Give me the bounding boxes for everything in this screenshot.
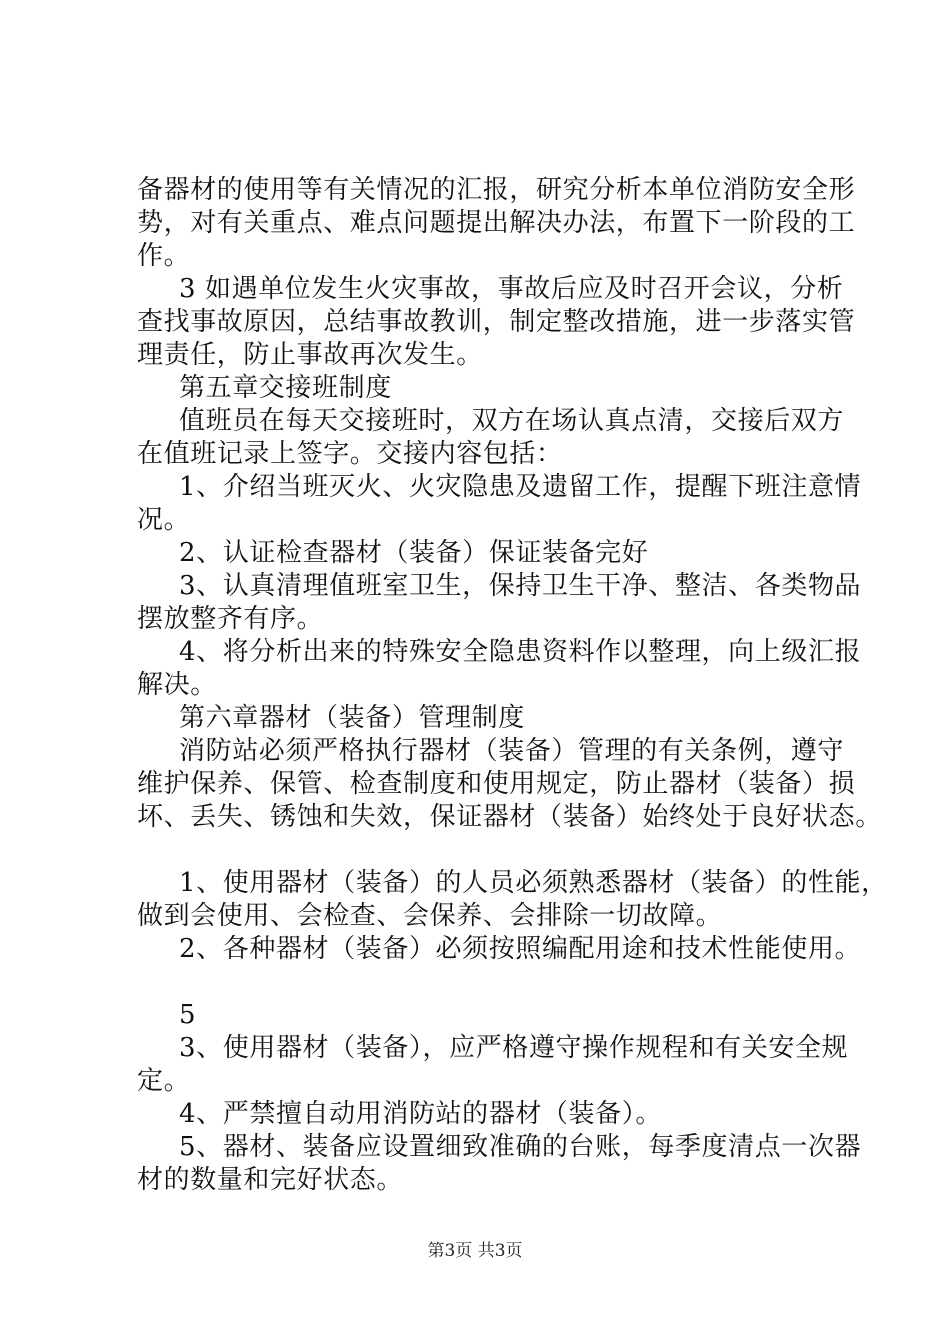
text-line: 在值班记录上签字。交接内容包括： — [137, 439, 563, 469]
text-line: 3 如遇单位发生火灾事故，事故后应及时召开会议，分析 — [179, 274, 844, 304]
text-line: 5 — [179, 1000, 197, 1030]
text-line: 1、介绍当班灭火、火灾隐患及遗留工作，提醒下班注意情 — [179, 472, 862, 502]
text-line: 值班员在每天交接班时，双方在场认真点清，交接后双方 — [179, 406, 845, 436]
blank-line — [137, 966, 837, 999]
text-line: 4、严禁擅自动用消防站的器材（装备）。 — [179, 1099, 662, 1129]
text-line: 2、认证检查器材（装备）保证装备完好 — [179, 538, 649, 568]
text-line: 第五章交接班制度 — [179, 373, 392, 403]
text-line: 消防站必须严格执行器材（装备）管理的有关条例，遵守 — [179, 736, 845, 766]
text-line: 1、使用器材（装备）的人员必须熟悉器材（装备）的性能， — [179, 868, 888, 898]
text-line: 第六章器材（装备）管理制度 — [179, 703, 525, 733]
text-line: 3、使用器材（装备），应严格遵守操作规程和有关安全规 — [179, 1033, 849, 1063]
text-line: 况。 — [137, 505, 191, 535]
text-line: 3、认真清理值班室卫生，保持卫生干净、整洁、各类物品 — [179, 571, 862, 601]
text-line: 作。 — [137, 241, 191, 271]
text-line: 摆放整齐有序。 — [137, 604, 324, 634]
text-line: 坏、丢失、锈蚀和失效，保证器材（装备）始终处于良好状态。 — [137, 802, 882, 832]
document-body — [137, 174, 888, 1197]
text-line: 解决。 — [137, 670, 217, 700]
blank-line — [137, 834, 837, 867]
text-line: 理责任，防止事故再次发生。 — [137, 340, 483, 370]
text-line: 备器材的使用等有关情况的汇报，研究分析本单位消防安全形 — [137, 175, 856, 205]
text-line: 势，对有关重点、难点问题提出解决办法，布置下一阶段的工 — [137, 208, 856, 238]
text-line: 做到会使用、会检查、会保养、会排除一切故障。 — [137, 901, 723, 931]
text-line: 2、各种器材（装备）必须按照编配用途和技术性能使用。 — [179, 934, 862, 964]
text-line: 材的数量和完好状态。 — [137, 1165, 404, 1195]
text-line: 4、将分析出来的特殊安全隐患资料作以整理，向上级汇报 — [179, 637, 862, 667]
page-footer: 第3页 共3页 — [427, 1241, 523, 1261]
text-line: 5、器材、装备应设置细致准确的台账，每季度清点一次器 — [179, 1132, 862, 1162]
text-line: 查找事故原因，总结事故教训，制定整改措施，进一步落实管 — [137, 307, 856, 337]
text-line: 定。 — [137, 1066, 191, 1096]
text-line: 维护保养、保管、检查制度和使用规定，防止器材（装备）损 — [137, 769, 856, 799]
